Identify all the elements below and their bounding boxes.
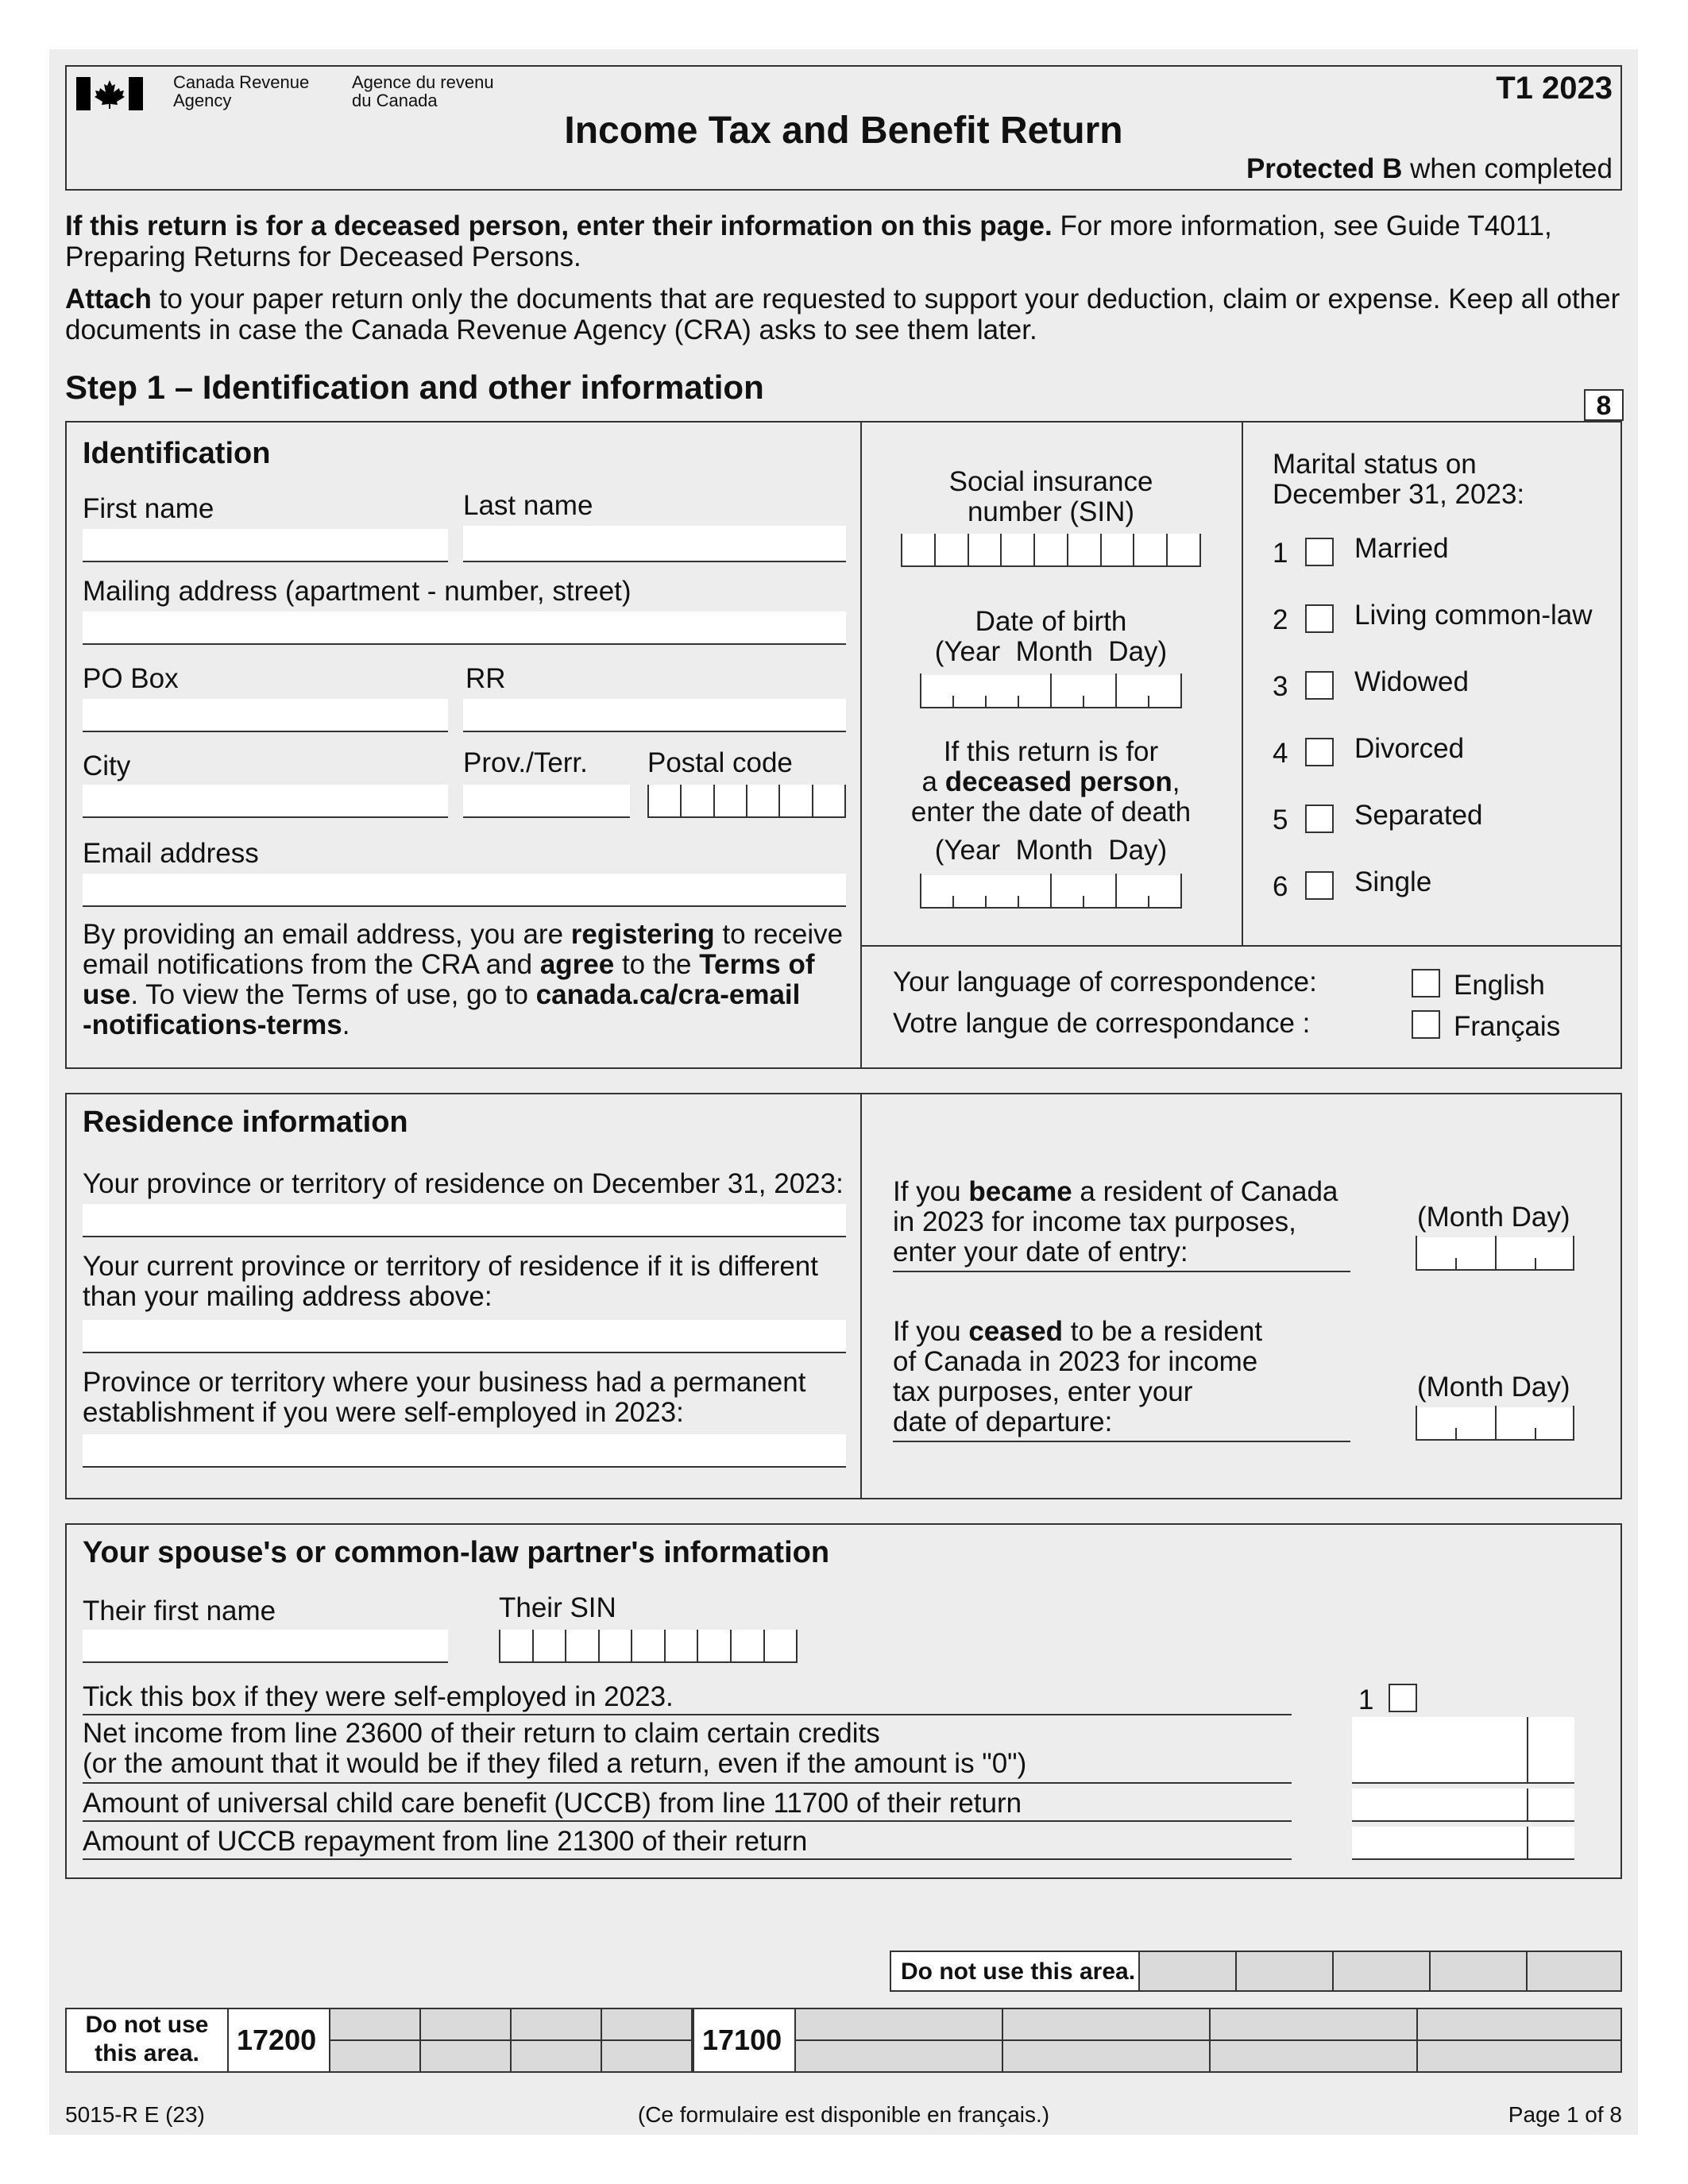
intro-attach-rest: to your paper return only the documents that are requested to support your deduction, claim or expense. Keep all other [151, 284, 1620, 314]
spouse-self-employed-num: 1 [1358, 1684, 1374, 1715]
office-cell [794, 2039, 1003, 2073]
spouse-self-employed-label: Tick this box if they were self-employed in 2023. [83, 1681, 674, 1712]
business-province-input[interactable] [83, 1434, 846, 1468]
marital-checkbox-married[interactable] [1305, 538, 1334, 566]
form-page [49, 49, 1638, 2135]
protected-b: Protected B [1246, 153, 1403, 184]
footer-form-code: 5015-R E (23) [65, 2102, 205, 2127]
email-note-line2 [83, 950, 814, 980]
language-option-english: English [1454, 970, 1545, 1001]
identification-divider-right [1242, 421, 1243, 947]
office-use-label-bottom-1: Do not use [85, 2012, 209, 2038]
office-cell [1332, 1951, 1431, 1992]
agency-en-line1: Canada Revenue [173, 72, 310, 92]
departure-line1 [893, 1317, 1262, 1347]
email-note-line4 [83, 1010, 350, 1040]
intro-deceased-line1 [65, 211, 1552, 241]
marital-title-line2: December 31, 2023: [1273, 479, 1525, 510]
language-option-french: Français [1454, 1011, 1561, 1042]
office-cell [419, 2039, 512, 2073]
language-checkbox-french[interactable] [1412, 1010, 1440, 1039]
office-cell [1235, 1951, 1334, 1992]
dob-input[interactable] [920, 675, 1182, 708]
office-cell [1416, 2039, 1622, 2073]
canada-flag-logo [76, 77, 143, 110]
dob-label-line1: Date of birth [975, 606, 1127, 637]
agency-en-line2: Agency [173, 91, 232, 110]
office-cell [1209, 2039, 1418, 2073]
marital-num-6: 6 [1273, 871, 1288, 902]
email-note-l3b: . To view the Terms of use, go to [130, 979, 536, 1010]
residence-q2-line2: than your mailing address above: [83, 1281, 492, 1312]
entry-line3: enter your date of entry: [893, 1237, 1188, 1268]
last-name-input[interactable] [463, 526, 846, 562]
office-cell [1002, 2039, 1211, 2073]
marital-checkbox-widowed[interactable] [1305, 671, 1334, 700]
death-label-line1: If this return is for [943, 736, 1159, 767]
death-label-line2 [860, 767, 1242, 797]
self-employed-underline [83, 1714, 1292, 1715]
marital-label-common-law: Living common-law [1354, 600, 1593, 631]
office-cell [1416, 2008, 1622, 2041]
marital-num-3: 3 [1273, 671, 1288, 702]
last-name-label: Last name [463, 490, 593, 521]
departure-line3: tax purposes, enter your [893, 1376, 1193, 1407]
office-cell [1526, 1951, 1622, 1992]
identification-divider-horizontal [860, 945, 1622, 947]
po-box-label: PO Box [83, 663, 179, 694]
spouse-self-employed-checkbox[interactable] [1389, 1684, 1417, 1712]
first-name-label: First name [83, 493, 214, 524]
email-input[interactable] [83, 874, 846, 907]
postal-code-input[interactable] [647, 785, 846, 818]
mailing-address-input[interactable] [83, 612, 846, 645]
marital-num-5: 5 [1273, 805, 1288, 835]
intro-deceased-bold: If this return is for a deceased person, enter their information on this page. [65, 210, 1053, 241]
protected-label [1246, 154, 1613, 184]
date-of-death-input[interactable] [920, 875, 1182, 909]
death-label-deceased: deceased person [944, 766, 1172, 797]
email-note-l1a: By providing an email address, you are [83, 919, 571, 950]
departure-line1-a: If you [893, 1316, 969, 1347]
email-note-line3 [83, 980, 800, 1010]
page-count-value: 8 [1596, 391, 1612, 421]
entry-line1 [893, 1177, 1338, 1207]
dob-label-line2: (Year Month Day) [934, 636, 1168, 667]
prov-terr-label: Prov./Terr. [463, 747, 588, 778]
language-label-en: Your language of correspondence: [893, 967, 1317, 997]
agency-fr-line1: Agence du revenu [352, 72, 494, 92]
spouse-uccb-input[interactable] [1352, 1788, 1574, 1822]
email-note-agree: agree [539, 949, 615, 980]
email-note-l2c: to the [614, 949, 700, 980]
office-cell [1002, 2008, 1211, 2041]
office-cell [329, 2039, 421, 2073]
email-note-link-part2[interactable]: -notifications-terms [83, 1009, 342, 1040]
residence-divider [860, 1093, 862, 1499]
marital-checkbox-separated[interactable] [1305, 805, 1334, 833]
office-cell [329, 2008, 421, 2041]
office-cell [794, 2008, 1003, 2041]
uccb-repay-underline [83, 1858, 1292, 1860]
form-title: Income Tax and Benefit Return [564, 110, 1123, 152]
spouse-net-income-line2: (or the amount that it would be if they filed a return, even if the amount is "0") [83, 1748, 1027, 1779]
email-note-link-part1[interactable]: canada.ca/cra-email [535, 979, 801, 1010]
marital-label-separated: Separated [1354, 800, 1483, 831]
email-note-line1 [83, 920, 843, 950]
footer-page-number: Page 1 of 8 [1508, 2102, 1622, 2127]
net-income-underline [83, 1782, 1292, 1784]
intro-attach-line2: documents in case the Canada Revenue Agency (CRA) asks to see them later. [65, 314, 1037, 345]
email-note-period: . [342, 1009, 350, 1040]
office-cell [601, 2008, 693, 2041]
marital-title-line1: Marital status on [1273, 449, 1477, 480]
current-province-input[interactable] [83, 1320, 846, 1353]
uccb-repay-cents-divider [1527, 1827, 1528, 1860]
residence-title: Residence information [83, 1106, 408, 1139]
entry-line1-c: a resident of Canada [1072, 1176, 1338, 1207]
marital-num-4: 4 [1273, 738, 1288, 769]
email-note-use: use [83, 979, 131, 1010]
departure-line4: date of departure: [893, 1406, 1113, 1437]
intro-attach-bold: Attach [65, 284, 152, 314]
spouse-title: Your spouse's or common-law partner's information [83, 1536, 830, 1569]
rr-label: RR [465, 663, 506, 694]
city-input[interactable] [83, 785, 448, 818]
departure-month-day-label: (Month Day) [1417, 1372, 1570, 1403]
office-divider [693, 2008, 694, 2073]
office-cell [1209, 2008, 1418, 2041]
intro-attach-line1 [65, 284, 1620, 314]
spouse-uccb-label: Amount of universal child care benefit (UCCB) from line 11700 of their return [83, 1788, 1022, 1819]
death-label-line4: (Year Month Day) [934, 835, 1168, 866]
marital-num-1: 1 [1273, 538, 1288, 569]
email-note-registering: registering [570, 919, 715, 950]
departure-line1-c: to be a resident [1063, 1316, 1263, 1347]
marital-label-single: Single [1354, 866, 1432, 897]
language-label-fr: Votre langue de correspondance : [893, 1008, 1311, 1039]
death-label-comma: , [1172, 766, 1180, 797]
uccb-underline [83, 1820, 1292, 1822]
entry-month-day-label: (Month Day) [1417, 1202, 1570, 1233]
office-use-label-top: Do not use this area. [901, 1958, 1136, 1985]
office-cell [419, 2008, 512, 2041]
identification-title: Identification [83, 437, 271, 470]
rr-input[interactable] [463, 699, 846, 732]
office-code-17200: 17200 [237, 2024, 317, 2056]
spouse-net-income-input[interactable] [1352, 1717, 1574, 1784]
entry-underline [893, 1271, 1350, 1272]
marital-checkbox-single[interactable] [1305, 871, 1334, 900]
marital-label-widowed: Widowed [1354, 666, 1469, 697]
marital-checkbox-divorced[interactable] [1305, 738, 1334, 766]
footer-french-note: (Ce formulaire est disponible en français.) [637, 2102, 1050, 2127]
marital-checkbox-common-law[interactable] [1305, 604, 1334, 633]
office-cell [1429, 1951, 1528, 1992]
spouse-sin-input[interactable] [499, 1630, 798, 1663]
entry-became: became [968, 1176, 1072, 1207]
intro-deceased-rest: For more information, see Guide T4011, [1052, 210, 1552, 241]
office-cell [1138, 1951, 1237, 1992]
residence-q2-line1: Your current province or territory of residence if it is different [83, 1251, 818, 1282]
death-label-line3: enter the date of death [910, 797, 1192, 828]
form-id: T1 2023 [1496, 71, 1613, 106]
departure-line2: of Canada in 2023 for income [893, 1346, 1258, 1377]
office-divider [227, 2008, 229, 2073]
residence-q3-line1: Province or territory where your business had a permanent [83, 1367, 806, 1398]
agency-fr-line2: du Canada [352, 91, 438, 110]
email-note-l1c: to receive [714, 919, 844, 950]
entry-line2: in 2023 for income tax purposes, [893, 1206, 1296, 1237]
entry-date-input[interactable] [1416, 1237, 1574, 1271]
departure-ceased: ceased [968, 1316, 1064, 1347]
office-cell [510, 2039, 602, 2073]
prov-terr-input[interactable] [463, 785, 630, 818]
sin-label-line1: Social insurance [948, 466, 1153, 497]
residence-q3-line2: establishment if you were self-employed in 2023: [83, 1397, 684, 1428]
step1-title: Step 1 – Identification and other information [65, 369, 764, 406]
spouse-sin-label: Their SIN [499, 1592, 616, 1623]
office-use-label-bottom-2: this area. [95, 2040, 199, 2066]
spouse-uccb-repay-label: Amount of UCCB repayment from line 21300 of their return [83, 1826, 808, 1857]
spouse-uccb-repay-input[interactable] [1352, 1827, 1574, 1860]
office-code-17100: 17100 [702, 2024, 782, 2056]
net-income-cents-divider [1527, 1717, 1528, 1784]
spouse-first-name-label: Their first name [83, 1596, 276, 1626]
po-box-input[interactable] [83, 699, 448, 732]
sin-label-line2: number (SIN) [967, 496, 1135, 527]
intro-deceased-line2: Preparing Returns for Deceased Persons. [65, 241, 581, 272]
protected-rest: when completed [1402, 153, 1613, 184]
office-cell [601, 2039, 693, 2073]
email-note-terms: Terms of [699, 949, 815, 980]
postal-code-label: Postal code [647, 747, 793, 778]
death-label-a: a [921, 766, 945, 797]
spouse-net-income-line1: Net income from line 23600 of their return to claim certain credits [83, 1718, 880, 1749]
city-label: City [83, 751, 131, 781]
mailing-address-label: Mailing address (apartment - number, street) [83, 576, 632, 607]
departure-date-input[interactable] [1416, 1407, 1574, 1441]
residence-q1-label: Your province or territory of residence on December 31, 2023: [83, 1168, 844, 1199]
residence-province-input[interactable] [83, 1204, 846, 1237]
uccb-cents-divider [1527, 1788, 1528, 1822]
marital-label-married: Married [1354, 533, 1449, 564]
email-note-l2a: email notifications from the CRA and [83, 949, 540, 980]
first-name-input[interactable] [83, 529, 448, 562]
departure-underline [893, 1441, 1350, 1442]
language-checkbox-english[interactable] [1412, 969, 1440, 997]
sin-input[interactable] [901, 534, 1201, 567]
entry-line1-a: If you [893, 1176, 969, 1207]
spouse-first-name-input[interactable] [83, 1630, 448, 1663]
office-cell [510, 2008, 602, 2041]
email-label: Email address [83, 838, 259, 869]
marital-num-2: 2 [1273, 604, 1288, 635]
marital-label-divorced: Divorced [1354, 733, 1465, 764]
